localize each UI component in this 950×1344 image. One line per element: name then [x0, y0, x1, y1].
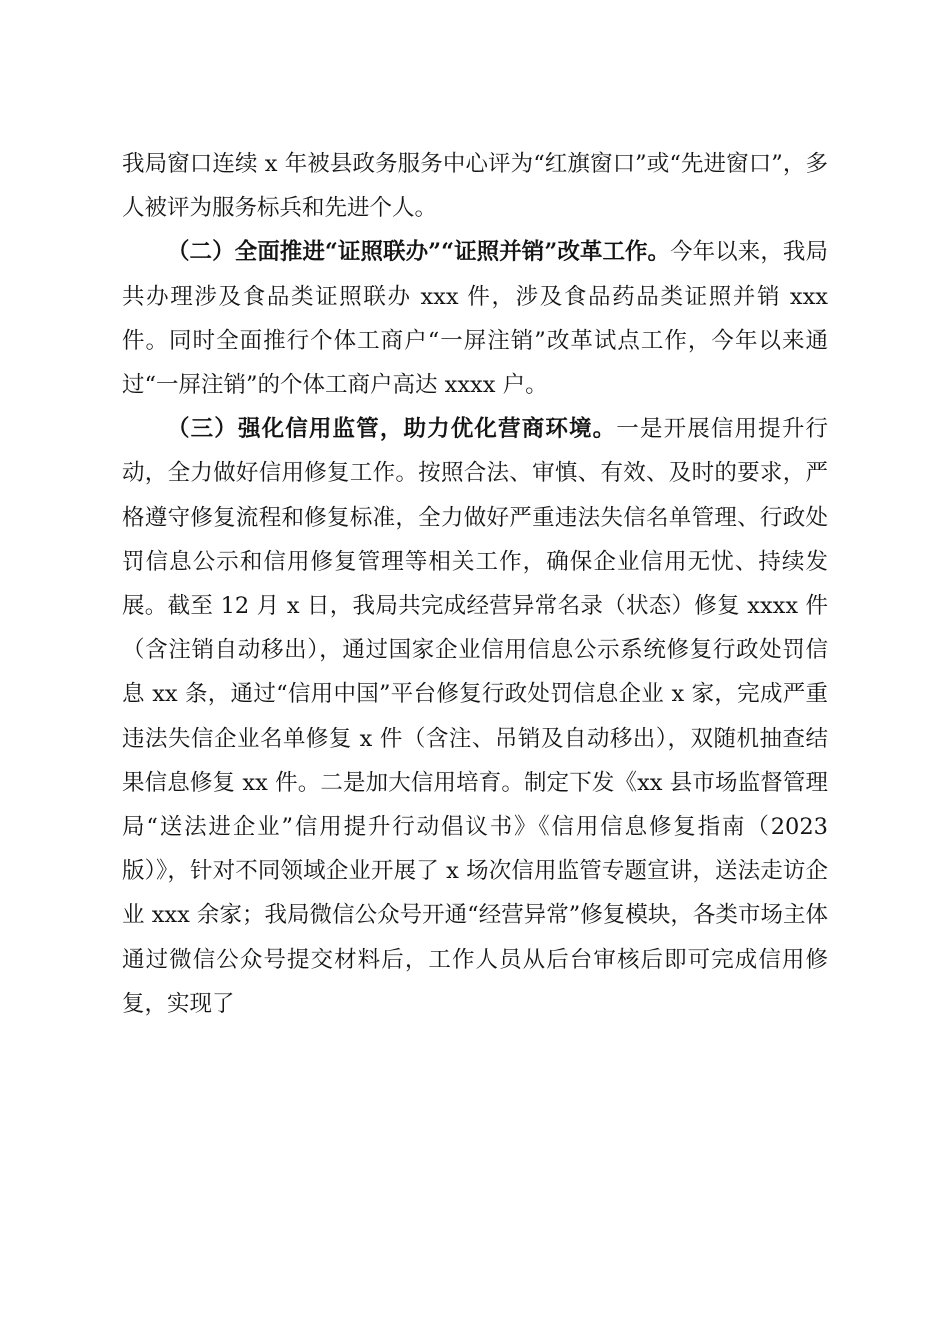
paragraph-continuation: [122, 142, 828, 230]
section-heading: （三）强化信用监管，助力优化营商环境。: [167, 416, 617, 443]
paragraph-text: 我局窗口连续 x 年被县政务服务中心评为“红旗窗口”或“先进窗口”，多人被评为服务标兵和先进个人。: [122, 151, 828, 222]
section-heading: （二）全面推进“证照联办”“证照并销”改革工作。: [167, 239, 671, 266]
paragraph-section-2: [122, 230, 828, 407]
document-body: [122, 142, 828, 1026]
paragraph-text: 一是开展信用提升行动，全力做好信用修复工作。按照合法、审慎、有效、及时的要求，严格遵守修复流程和修复标准，全力做好严重违法失信名单管理、行政处罚信息公示和信用修复管理等相关工作，确保企业信用无忧、持续发展。截至 12 月 x 日，我局共完成经营异常名录（状态）修复 xxxx 件（含注销自动移出），通过国家企业信用信息公示系统修复行政处罚信息 xx 条，通过“信用中国”平台修复行政处罚信息企业 x 家，完成严重违法失信企业名单修复 x 件（含注、吊销及自动移出），双随机抽查结果信息修复 xx 件。二是加大信用培育。制定下发《xx 县市场监督管理局“送法进企业”信用提升行动倡议书》《信用信息修复指南（2023 版）》，针对不同领域企业开展了 x 场次信用监管专题宣讲，送法走访企业 xxx 余家；我局微信公众号开通“经营异常”修复模块，各类市场主体通过微信公众号提交材料后，工作人员从后台审核后即可完成信用修复，实现了: [122, 416, 828, 1017]
paragraph-section-3: [122, 407, 828, 1026]
paragraph-text: 今年以来，我局共办理涉及食品类证照联办 xxx 件，涉及食品药品类证照并销 xxx 件。同时全面推行个体工商户“一屏注销”改革试点工作，今年以来通过“一屏注销”的个体工商户高达 xxxx 户。: [122, 239, 828, 399]
